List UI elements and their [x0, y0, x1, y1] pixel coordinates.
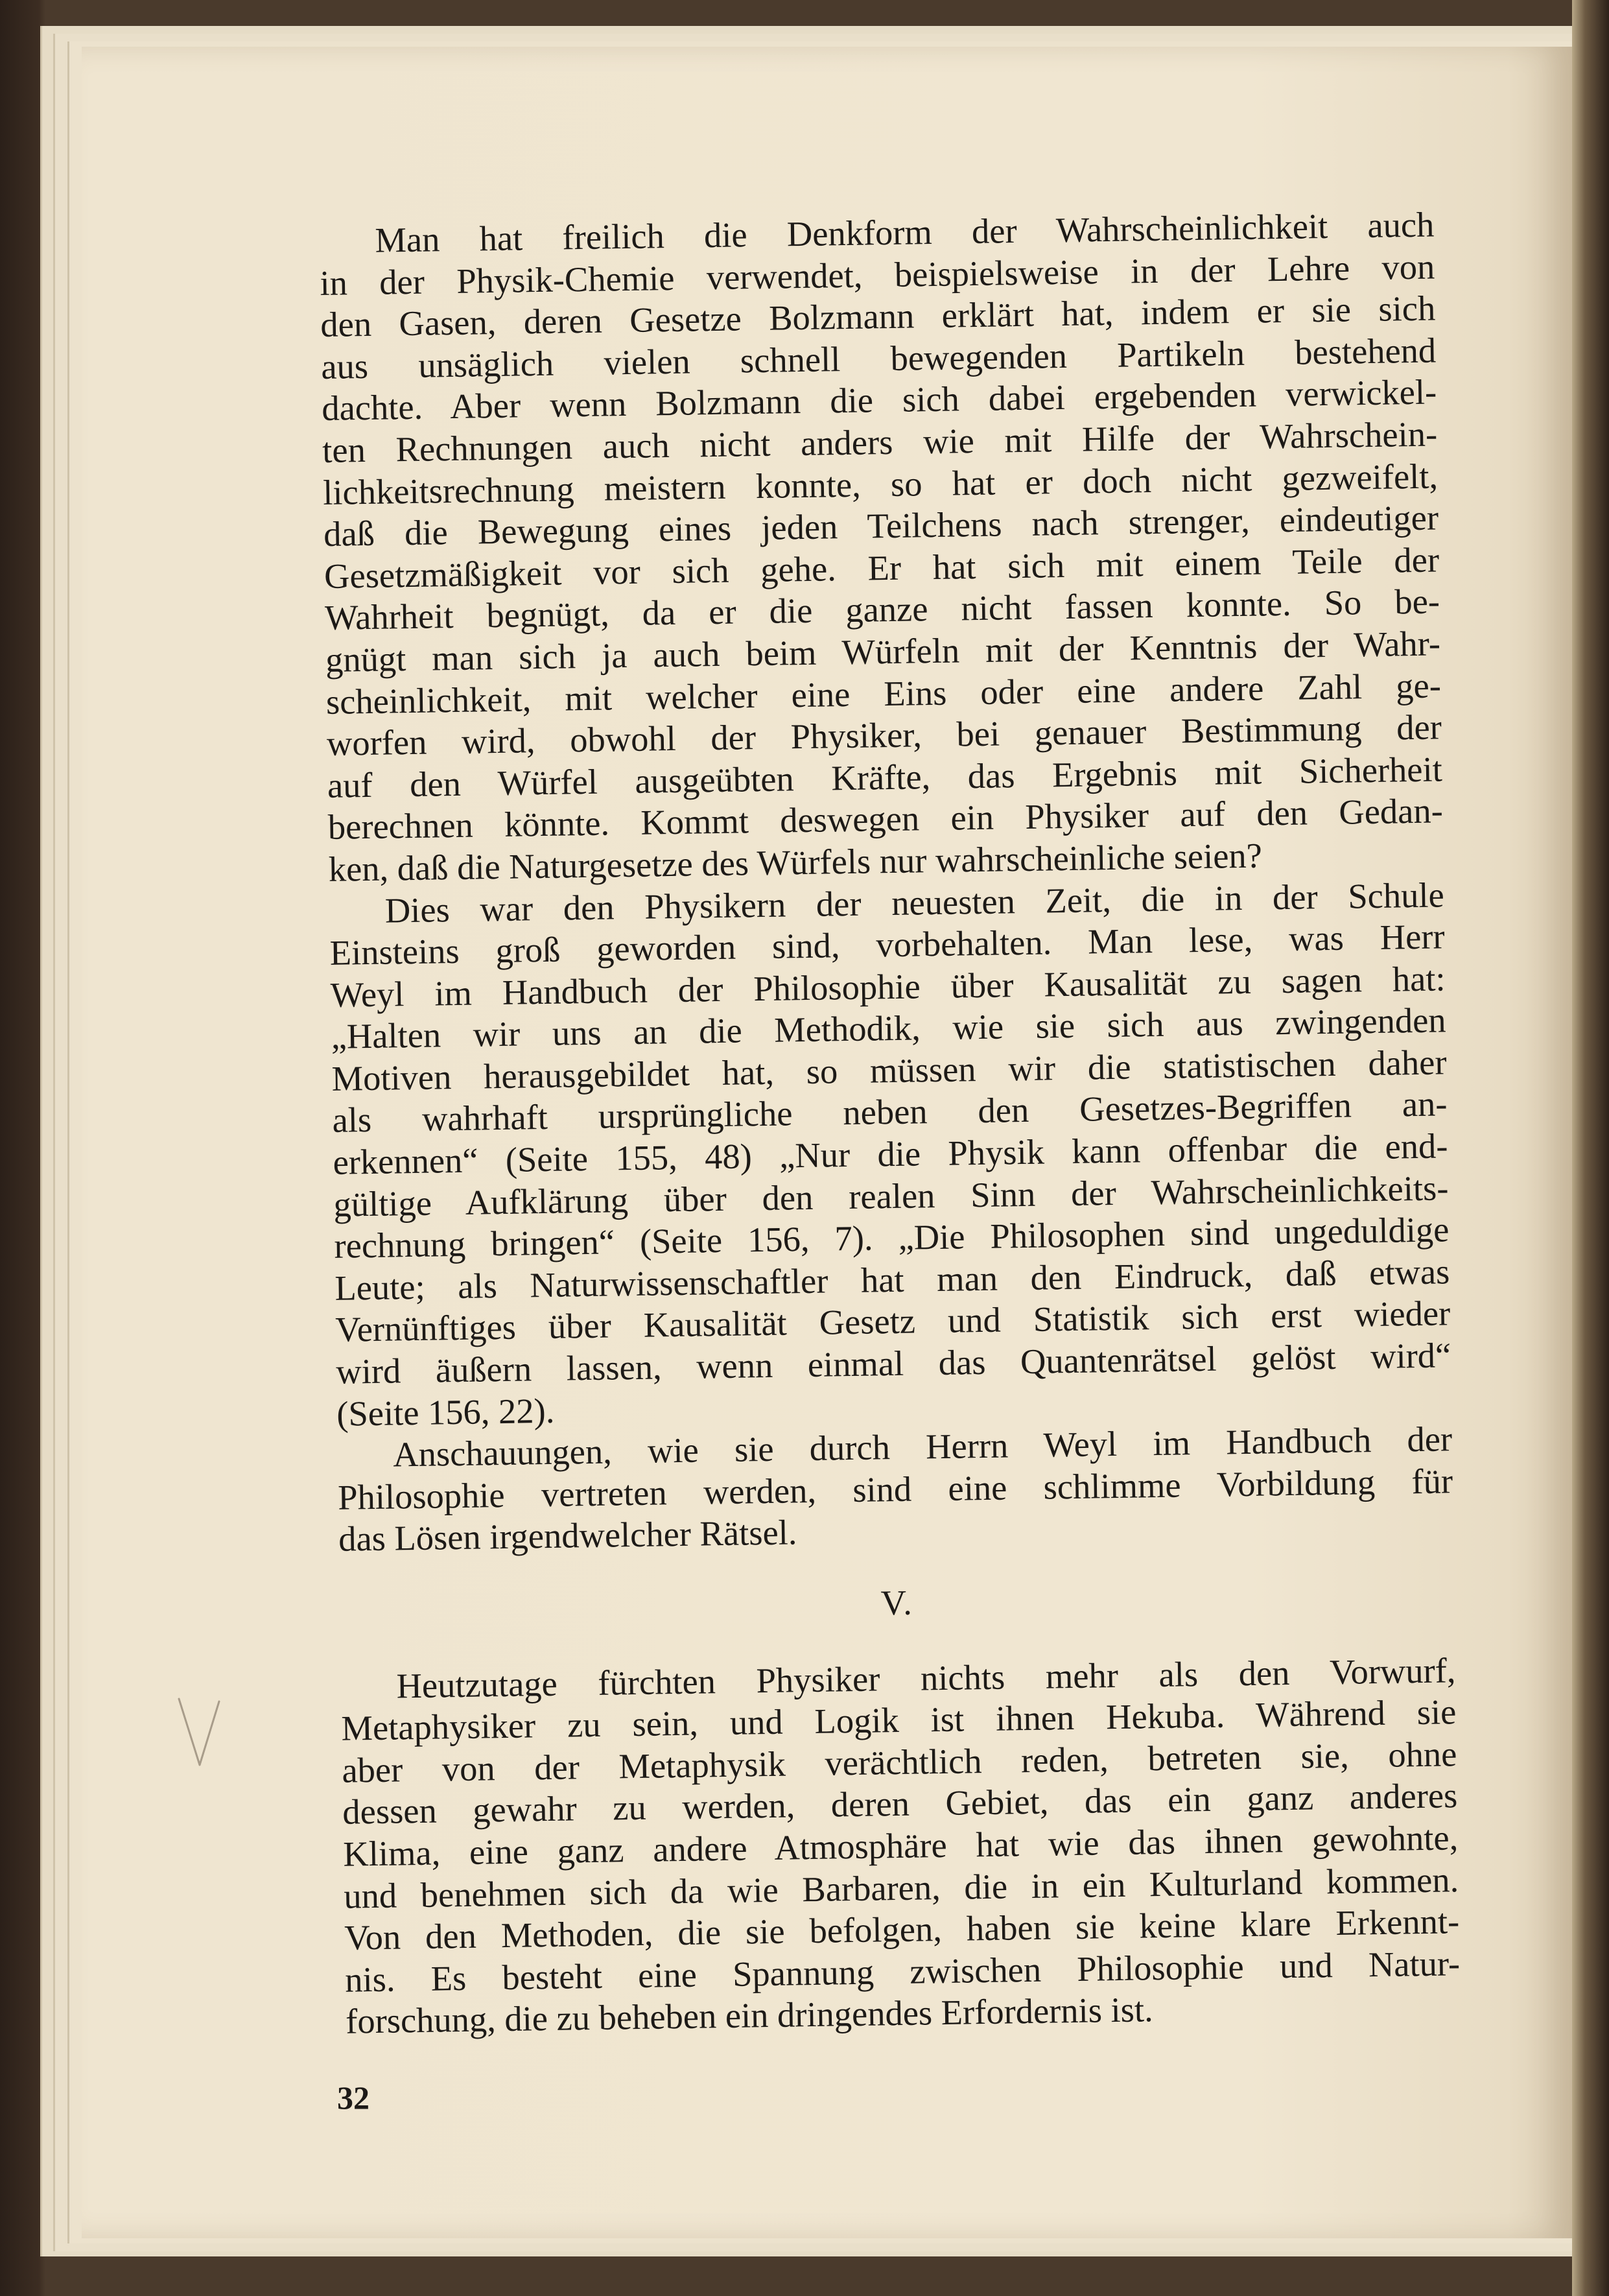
text-line: dessen gewahr zu werden, deren Gebiet, das ein ganz anderes	[342, 1775, 1458, 1832]
text-line: berechnen könnte. Kommt deswegen ein Physiker auf den Gedan-	[327, 790, 1444, 847]
text-line: den Gasen, deren Gesetze Bolzmann erklärt hat, indem er sie sich	[320, 288, 1436, 345]
text-line: Einsteins groß geworden sind, vorbehalten. Man lese, was Herr	[329, 916, 1446, 973]
text-line: als wahrhaft ursprüngliche neben den Gesetzes-Begriffen an-	[332, 1083, 1448, 1141]
text-line: Leute; als Naturwissenschaftler hat man den Eindruck, daß etwas	[334, 1251, 1450, 1308]
text-line: Wahrheit begnügt, da er die ganze nicht fassen konnte. So be-	[324, 581, 1440, 638]
book-spine	[1572, 0, 1609, 2296]
text-line: nis. Es besteht eine Spannung zwischen Philosophie und Natur-	[344, 1943, 1461, 2000]
paragraph	[329, 874, 1451, 1435]
text-line: ten Rechnungen auch nicht anders wie mit Hilfe der Wahrschein-	[322, 414, 1438, 470]
text-line: Man hat freilich die Denkform der Wahrscheinlichkeit auch	[375, 204, 1435, 260]
text-line: „Halten wir uns an die Methodik, wie sie sich aus zwingenden	[331, 1000, 1446, 1057]
text-line: dachte. Aber wenn Bolzmann die sich dabei ergebenden verwickel-	[321, 372, 1437, 429]
text-line: Anschauungen, wie sie durch Herrn Weyl im Handbuch der	[392, 1419, 1453, 1474]
text-line: daß die Bewegung eines jeden Teilchens nach strenger, eindeutiger	[323, 497, 1439, 554]
text-line: wird äußern lassen, wenn einmal das Quantenrätsel gelöst wird“	[335, 1335, 1451, 1391]
text-line: Klima, eine ganz andere Atmosphäre hat wie das ihnen gewohnte,	[342, 1817, 1459, 1874]
text-line: (Seite 156, 22).	[336, 1390, 555, 1434]
text-line: forschung, die zu beheben ein dringendes Erfordernis ist.	[345, 1989, 1154, 2042]
paragraph	[319, 204, 1444, 890]
text-line: auf den Würfel ausgeübten Kräfte, das Ergebnis mit Sicherheit	[327, 749, 1443, 805]
text-line: gnügt man sich ja auch beim Würfeln mit der Kenntnis der Wahr-	[325, 623, 1441, 680]
page-number: 32	[337, 2079, 370, 2116]
text-line: Von den Methoden, die sie befolgen, haben sie keine klare Erkennt-	[344, 1901, 1460, 1958]
text-line: Philosophie vertreten werden, sind eine schlimme Vorbildung für	[337, 1461, 1453, 1517]
text-line: aber von der Metaphysik verächtlich reden, betreten sie, ohne	[342, 1734, 1457, 1790]
text-line: ken, daß die Naturgesetze des Würfels nur wahrscheinliche seien?	[328, 835, 1263, 889]
page-text	[319, 204, 1461, 2042]
text-line: und benehmen sich da wie Barbaren, die in ein Kulturland kommen.	[343, 1859, 1459, 1916]
text-line: in der Physik-Chemie verwendet, beispielsweise in der Lehre von	[319, 246, 1435, 303]
paragraph	[340, 1650, 1461, 2043]
text-line: das Lösen irgendwelcher Rätsel.	[338, 1512, 797, 1559]
text-line: lichkeitsrechnung meistern konnte, so hat er doch nicht gezweifelt,	[322, 456, 1439, 512]
text-line: erkennen“ (Seite 155, 48) „Nur die Physik kann offenbar die end-	[333, 1126, 1448, 1182]
text-line: gültige Aufklärung über den realen Sinn der Wahrscheinlichkeits-	[333, 1167, 1449, 1224]
text-line: rechnung bringen“ (Seite 156, 7). „Die Philosophen sind ungeduldige	[334, 1209, 1450, 1266]
text-line: Motiven herausgebildet hat, so müssen wir die statistischen daher	[331, 1042, 1447, 1098]
text-line: Vernünftiges über Kausalität Gesetz und Statistik sich erst wieder	[335, 1293, 1451, 1350]
text-line: Gesetzmäßigkeit vor sich gehe. Er hat sich mit einem Teile der	[323, 539, 1440, 596]
text-line: Heutzutage fürchten Physiker nichts mehr als den Vorwurf,	[396, 1650, 1456, 1706]
text-line: worfen wird, obwohl der Physiker, bei genauer Bestimmung der	[326, 707, 1442, 764]
section-heading: V.	[880, 1582, 914, 1623]
paragraph	[337, 1418, 1454, 1560]
text-line: Weyl im Handbuch der Philosophie über Kausalität zu sagen hat:	[330, 958, 1446, 1015]
text-line: Metaphysiker zu sein, und Logik ist ihnen Hekuba. Während sie	[341, 1692, 1457, 1748]
text-line: Dies war den Physikern der neuesten Zeit, die in der Schule	[384, 874, 1445, 930]
text-line: scheinlichkeit, mit welcher eine Eins oder eine andere Zahl ge-	[325, 665, 1442, 722]
text-line: aus unsäglich vielen schnell bewegenden Partikeln bestehend	[320, 330, 1437, 386]
pencil-check-mark	[174, 1692, 226, 1770]
